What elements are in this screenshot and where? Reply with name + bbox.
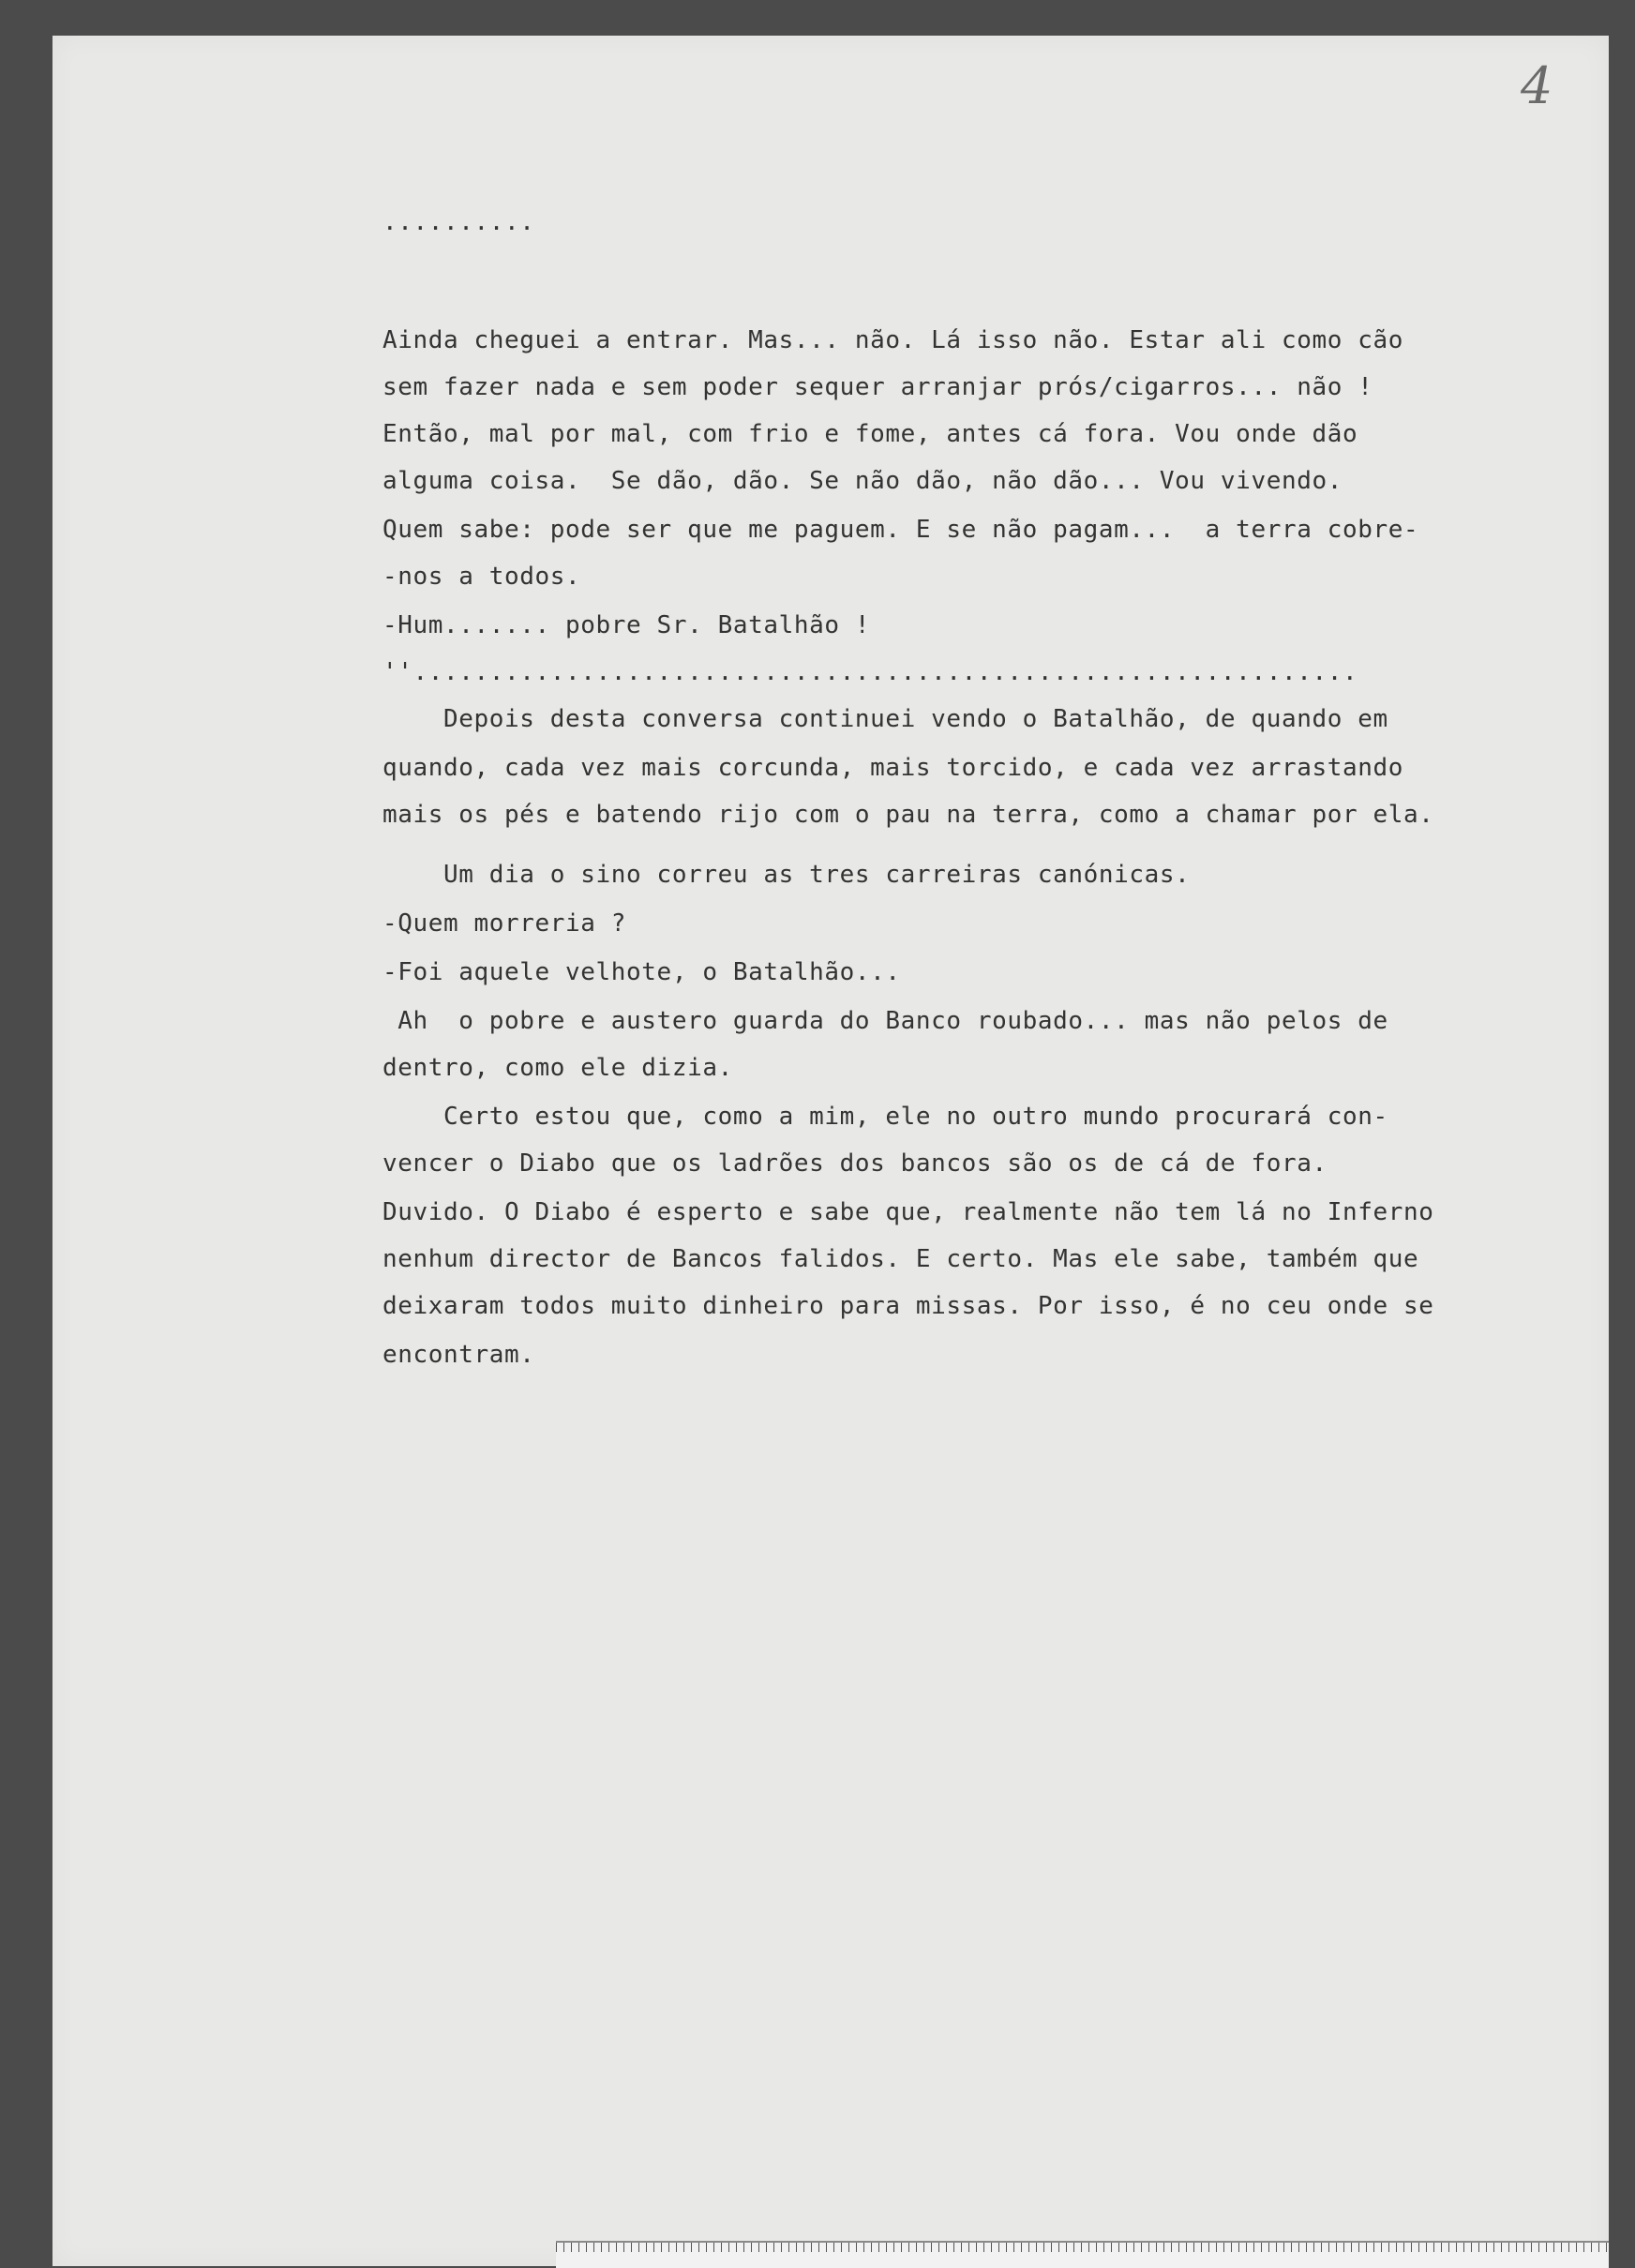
text-line: ''.............................................................. [382, 658, 1358, 686]
text-line: nenhum director de Bancos falidos. E certo. Mas ele sabe, também que [382, 1245, 1419, 1273]
text-line: Ah o pobre e austero guarda do Banco roubado... mas não pelos de [382, 1007, 1388, 1035]
text-line: sem fazer nada e sem poder sequer arranjar prós/cigarros... não ! [382, 373, 1373, 401]
text-line: Duvido. O Diabo é esperto e sabe que, realmente não tem lá no Inferno [382, 1198, 1434, 1226]
text-line: dentro, como ele dizia. [382, 1054, 733, 1082]
scale-ruler [556, 2241, 1609, 2268]
text-line: deixaram todos muito dinheiro para missas. Por isso, é no ceu onde se [382, 1292, 1434, 1320]
page-number: 4 [1521, 56, 1553, 115]
text-line: -nos a todos. [382, 563, 581, 591]
text-line: .......... [382, 208, 535, 236]
text-line: -Foi aquele velhote, o Batalhão... [382, 958, 901, 986]
text-line: mais os pés e batendo rijo com o pau na terra, como a chamar por ela. [382, 801, 1434, 829]
text-line: encontram. [382, 1341, 535, 1369]
text-line: Depois desta conversa continuei vendo o Batalhão, de quando em [382, 705, 1388, 733]
text-line: alguma coisa. Se dão, dão. Se não dão, não dão... Vou vivendo. [382, 467, 1342, 495]
text-line: Ainda cheguei a entrar. Mas... não. Lá isso não. Estar ali como cão [382, 326, 1403, 354]
text-line: vencer o Diabo que os ladrões dos bancos são os de cá de fora. [382, 1149, 1328, 1178]
text-line: -Hum....... pobre Sr. Batalhão ! [382, 611, 871, 639]
text-line: Quem sabe: pode ser que me paguem. E se não pagam... a terra cobre- [382, 516, 1419, 544]
text-line: -Quem morreria ? [382, 909, 627, 938]
text-line: quando, cada vez mais corcunda, mais torcido, e cada vez arrastando [382, 754, 1403, 782]
text-line: Então, mal por mal, com frio e fome, antes cá fora. Vou onde dão [382, 420, 1358, 448]
text-line: Um dia o sino correu as tres carreiras canónicas. [382, 861, 1191, 889]
text-line: Certo estou que, como a mim, ele no outro mundo procurará con- [382, 1103, 1388, 1131]
